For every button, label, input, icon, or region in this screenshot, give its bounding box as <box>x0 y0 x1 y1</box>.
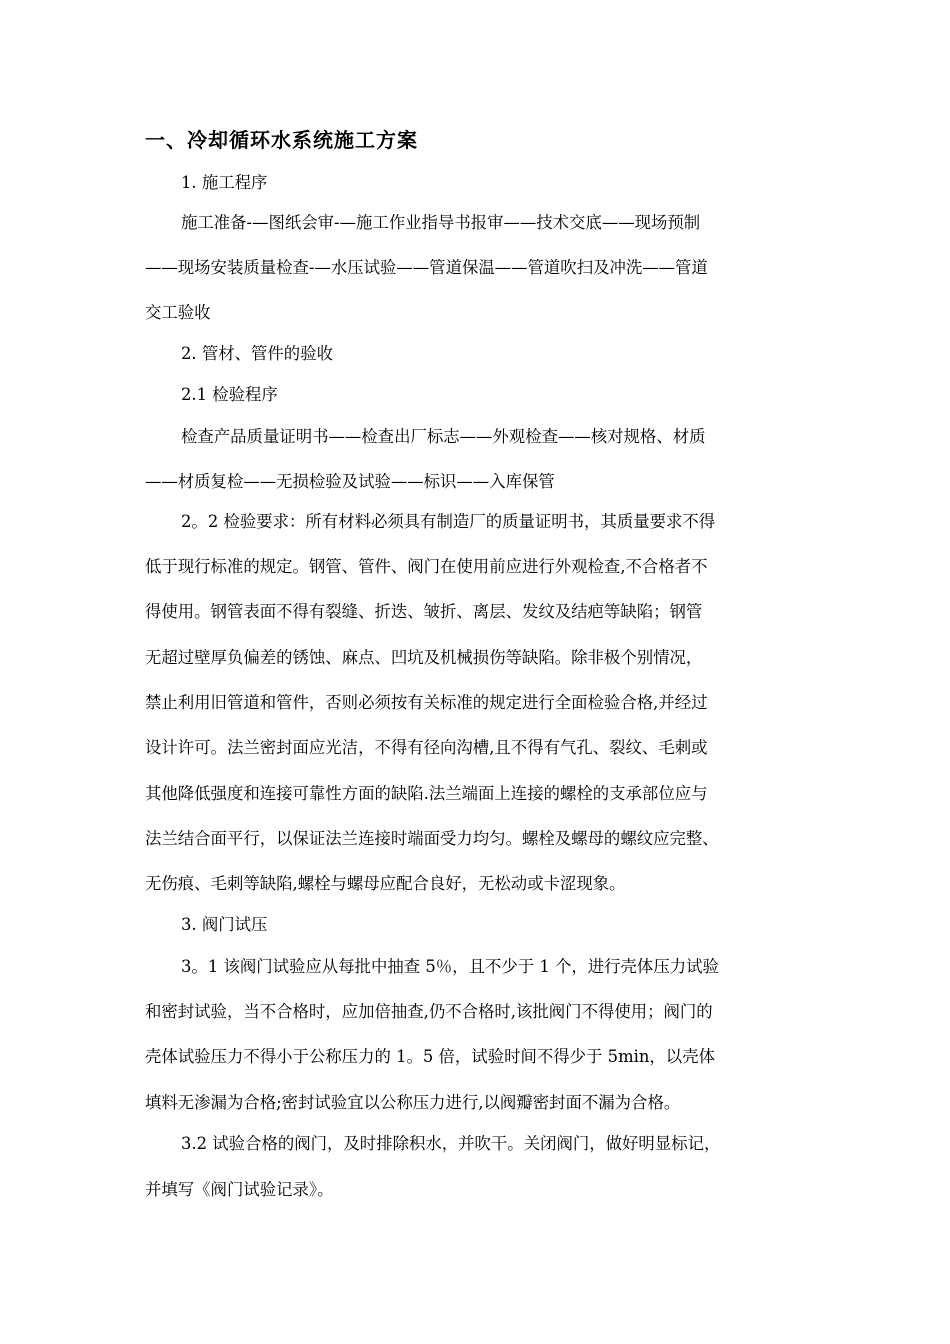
paragraph-line: ——材质复检——无损检验及试验——标识——入库保管 <box>145 472 555 491</box>
subsection-title: 3. 阀门试压 <box>181 915 268 934</box>
paragraph-line: 检查产品质量证明书——检查出厂标志——外观检查——核对规格、材质 <box>181 427 706 446</box>
paragraph-line: 法兰结合面平行，以保证法兰连接时端面受力均匀。螺栓及螺母的螺纹应完整、 <box>145 829 719 848</box>
paragraph-line: ——现场安装质量检查-—水压试验——管道保温——管道吹扫及冲洗——管道 <box>145 258 708 277</box>
section-heading: 一、冷却循环水系统施工方案 <box>145 128 418 152</box>
paragraph-line: 壳体试验压力不得小于公称压力的 1。5 倍，试验时间不得少于 5min，以壳体 <box>145 1047 715 1066</box>
paragraph-line: 其他降低强度和连接可靠性方面的缺陷.法兰端面上连接的螺栓的支承部位应与 <box>145 784 708 803</box>
paragraph-line: 并填写《阀门试验记录》。 <box>145 1180 334 1199</box>
paragraph-line: 和密封试验，当不合格时，应加倍抽查,仍不合格时,该批阀门不得使用；阀门的 <box>145 1002 713 1021</box>
paragraph-line: 无超过壁厚负偏差的锈蚀、麻点、凹坑及机械损伤等缺陷。除非极个别情况， <box>145 648 703 667</box>
paragraph-line: 3。1 该阀门试验应从每批中抽查 5％，且不少于 1 个，进行壳体压力试验 <box>181 957 719 976</box>
paragraph-line: 低于现行标准的规定。钢管、管件、阀门在使用前应进行外观检查,不合格者不 <box>145 557 708 576</box>
paragraph-line: 得使用。钢管表面不得有裂缝、折迭、皱折、离层、发纹及结疤等缺陷；钢管 <box>145 602 703 621</box>
paragraph-line: 2。2 检验要求：所有材料必须具有制造厂的质量证明书，其质量要求不得 <box>181 512 716 531</box>
subsection-title: 2.1 检验程序 <box>181 385 278 404</box>
subsection-title: 1. 施工程序 <box>181 173 268 192</box>
paragraph-line: 3.2 试验合格的阀门，及时排除积水，并吹干。关闭阀门，做好明显标记， <box>181 1134 721 1153</box>
paragraph-line: 填料无渗漏为合格;密封试验宜以公称压力进行,以阀瓣密封面不漏为合格。 <box>145 1093 681 1112</box>
paragraph-line: 施工准备-—图纸会审-—施工作业指导书报审——技术交底——现场预制 <box>181 213 701 232</box>
paragraph-line: 设计许可。法兰密封面应光洁，不得有径向沟槽,且不得有气孔、裂纹、毛刺或 <box>145 738 708 757</box>
paragraph-line: 禁止利用旧管道和管件，否则必须按有关标准的规定进行全面检验合格,并经过 <box>145 693 708 712</box>
paragraph-line: 交工验收 <box>145 303 211 322</box>
subsection-title: 2. 管材、管件的验收 <box>181 344 333 363</box>
paragraph-line: 无伤痕、毛刺等缺陷,螺栓与螺母应配合良好，无松动或卡涩现象。 <box>145 874 626 893</box>
